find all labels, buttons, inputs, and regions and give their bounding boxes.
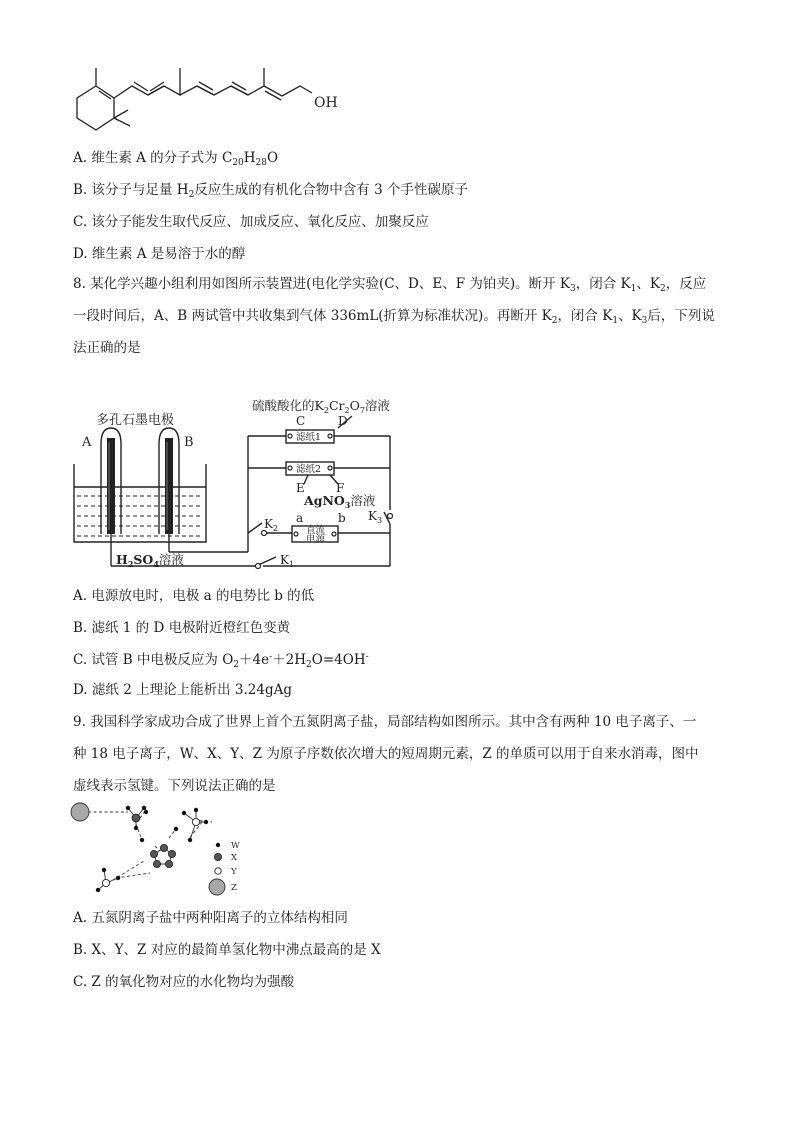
clip-d-label: D <box>338 414 348 428</box>
k3-label: $K_3$ <box>368 509 383 525</box>
clip-f-label: F <box>336 481 345 495</box>
h2so4-label: $H_2SO_4$溶液 <box>116 552 184 569</box>
q8-option-b: B. 滤纸 1 的 D 电极附近橙红色变黄 <box>73 620 291 636</box>
q9-option-c: C. Z 的氧化物对应的水化物均为强酸 <box>73 974 295 990</box>
legend-y: Y <box>231 867 237 877</box>
q9-stem-line-2: 种 18 电子离子，W、X、Y、Z 为原子序数依次增大的短周期元素，Z 的单质可以用于自来水消毒，图中 <box>73 746 699 762</box>
q8-stem-line-2: 一段时间后，A、B 两试管中共收集到气体 336mL(折算为标准状况)。再断开 $K_2$，闭合 $K_1$、$K_3$后，下列说 <box>73 308 715 326</box>
hydroxyl-label: OH <box>314 95 338 111</box>
clip-c-label: C <box>296 414 306 428</box>
q8-option-c: C. 试管 B 中电极反应为 $O_2+4e^-+2H_2O=4OH^-$ <box>73 652 369 670</box>
tube-a-label: A <box>82 435 92 450</box>
q9-stem-line-3: 虚线表示氢键。下列说法正确的是 <box>73 778 276 794</box>
top-solution-label: 硫酸酸化的$K_2Cr_2O_7$溶液 <box>252 398 390 415</box>
legend-x: X <box>231 853 238 863</box>
electrode-title: 多孔石墨电极 <box>96 413 175 428</box>
k1-label: $K_1$ <box>280 553 295 569</box>
q8-option-a: A. 电源放电时，电极 a 的电势比 b 的低 <box>73 588 315 604</box>
pole-a-label: a <box>296 511 304 525</box>
electrolysis-apparatus-diagram <box>68 392 418 578</box>
dc-source-line-1: 直流 <box>306 525 326 536</box>
q7-option-d: D. 维生素 A 是易溶于水的醇 <box>73 246 246 262</box>
q7-option-b: B. 该分子与足量 $H_2$反应生成的有机化合物中含有 3 个手性碳原子 <box>73 182 468 200</box>
atom-legend <box>209 841 240 895</box>
q8-stem-line-3: 法正确的是 <box>73 340 141 356</box>
k2-label: $K_2$ <box>264 517 279 533</box>
pentazolate-salt-structure <box>66 800 256 900</box>
tube-b-label: B <box>184 435 194 450</box>
pole-b-label: b <box>338 511 346 525</box>
filter-paper-2: 滤纸2 <box>296 464 322 475</box>
q9-option-b: B. X、Y、Z 对应的最简单氢化物中沸点最高的是 X <box>73 942 381 958</box>
q7-option-c: C. 该分子能发生取代反应、加成反应、氧化反应、加聚反应 <box>73 214 429 230</box>
q8-option-d: D. 滤纸 2 上理论上能析出 3.24gAg <box>73 682 292 698</box>
vitamin-a-structure <box>60 60 350 140</box>
q8-stem-line-1: 8. 某化学兴趣小组利用如图所示装置进(电化学实验(C、D、E、F 为铂夹)。断开 $K_3$，闭合 $K_1$、$K_2$，反应 <box>73 276 707 294</box>
q9-option-a: A. 五氮阴离子盐中两种阳离子的立体结构相同 <box>73 910 348 926</box>
filter-paper-1: 滤纸1 <box>296 432 322 443</box>
dc-source-line-2: 电源 <box>306 534 326 545</box>
clip-e-label: E <box>296 481 305 495</box>
legend-z: Z <box>231 883 237 893</box>
legend-w: W <box>231 841 240 851</box>
q9-stem-line-1: 9. 我国科学家成功合成了世界上首个五氮阴离子盐，局部结构如图所示。其中含有两种 10 电子离子、一 <box>73 714 697 730</box>
agno3-label: AgNO$_3$溶液 <box>304 493 376 510</box>
q7-option-a: A. 维生素 A 的分子式为 $C_{20}H_{28}O$ <box>73 150 279 168</box>
